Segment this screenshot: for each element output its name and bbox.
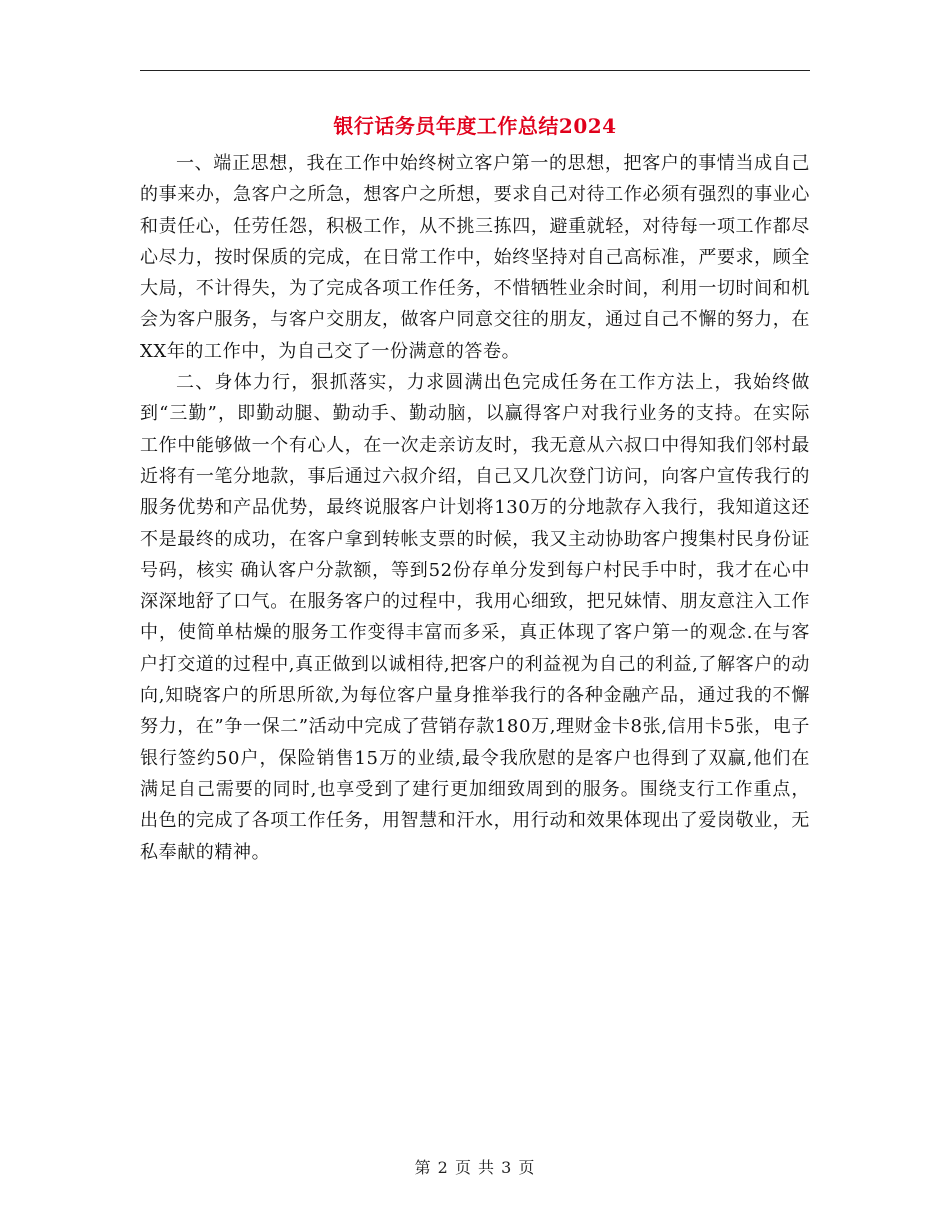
document-title: 银行话务员年度工作总结2024 (333, 114, 617, 138)
paragraph-2: 二、身体力行，狠抓落实，力求圆满出色完成任务在工作方法上，我始终做到“三勤”，即勤动腿、勤动手、勤动脑，以赢得客户对我行业务的支持。在实际工作中能够做一个有心人，在一次走亲访友时，我无意从六叔口中得知我们邻村最近将有一笔分地款，事后通过六叔介绍，自己又几次登门访问，向客户宣传我行的服务优势和产品优势，最终说服客户计划将130万的分地款存入我行，我知道这还不是最终的成功，在客户拿到转帐支票的时候，我又主动协助客户搜集村民身份证号码，核实 确认客户分款额，等到52份存单分发到每户村民手中时，我才在心中深深地舒了口气。在服务客户的过程中，我用心细致，把兄妹情、朋友意注入工作中，使简单枯燥的服务工作变得丰富而多采，真正体现了客户第一的观念.在与客户打交道的过程中,真正做到以诚相待,把客户的利益视为自己的利益,了解客户的动向,知晓客户的所思所欲,为每位客户量身推举我行的各种金融产品，通过我的不懈努力，在”争一保二”活动中完成了营销存款180万,理财金卡8张,信用卡5张，电子银行签约50户，保险销售15万的业绩,最令我欣慰的是客户也得到了双赢,他们在满足自己需要的同时,也享受到了建行更加细致周到的服务。围绕支行工作重点，出色的完成了各项工作任务，用智慧和汗水，用行动和效果体现出了爱岗敬业，无私奉献的精神。 (140, 372, 810, 863)
header-rule (140, 70, 810, 71)
paragraph-1: 一、端正思想，我在工作中始终树立客户第一的思想，把客户的事情当成自己的事来办，急客户之所急，想客户之所想，要求自己对待工作必须有强烈的事业心和责任心，任劳任怨，积极工作，从不挑三拣四，避重就轻，对待每一项工作都尽心尽力，按时保质的完成，在日常工作中，始终坚持对自己高标准，严要求，顾全大局，不计得失，为了完成各项工作任务，不惜牺牲业余时间，利用一切时间和机会为客户服务，与客户交朋友，做客户同意交往的朋友，通过自己不懈的努力，在XX年的工作中，为自己交了一份满意的答卷。 (140, 153, 810, 362)
document-body (140, 148, 810, 868)
page-number-footer: 第 2 页 共 3 页 (414, 1158, 536, 1177)
